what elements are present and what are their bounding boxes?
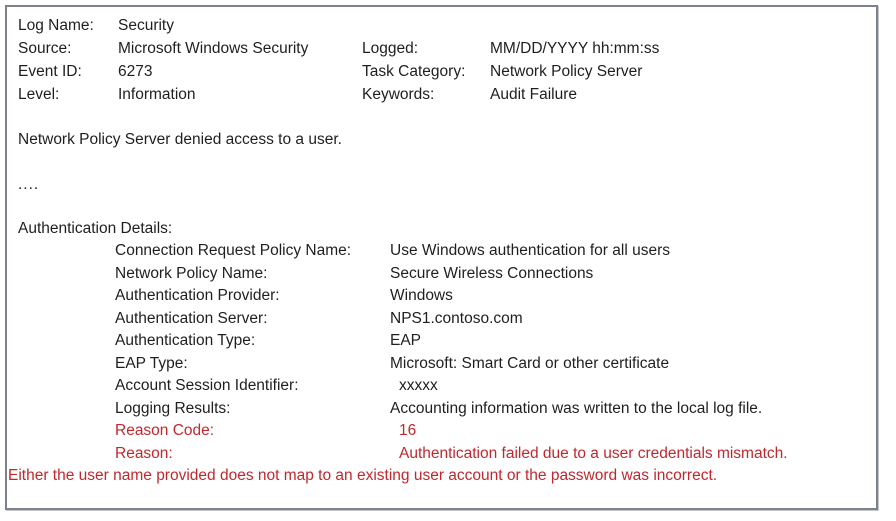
event-field-label: Logged: <box>362 40 419 57</box>
event-header-row <box>18 37 864 60</box>
event-log-panel <box>5 5 878 510</box>
auth-detail-row <box>18 443 864 466</box>
event-description: Network Policy Server denied access to a user. <box>18 131 342 148</box>
event-field-value <box>490 14 864 37</box>
auth-detail-value: Windows <box>390 287 453 304</box>
auth-detail-row <box>18 263 864 286</box>
auth-detail-label: Connection Request Policy Name: <box>115 242 352 259</box>
auth-detail-label: Authentication Provider: <box>115 287 280 304</box>
event-field-value: Information <box>118 86 196 103</box>
event-header <box>18 14 864 106</box>
auth-details-list <box>18 240 864 465</box>
event-field-value: Microsoft Windows Security <box>118 40 309 57</box>
auth-detail-row <box>18 330 864 353</box>
auth-detail-value: NPS1.contoso.com <box>390 309 523 327</box>
auth-detail-value: EAP <box>390 332 422 349</box>
event-field-value: Security <box>118 17 174 34</box>
auth-detail-value: Secure Wireless Connections <box>390 264 594 282</box>
event-field-value: Audit Failure <box>490 86 578 103</box>
event-field-label: Keywords: <box>362 86 435 103</box>
auth-detail-value: Microsoft: Smart Card or other certificate <box>390 354 670 372</box>
auth-detail-row <box>18 308 864 331</box>
auth-detail-label: EAP Type: <box>115 354 188 372</box>
event-field-label <box>362 14 490 37</box>
auth-detail-label: Reason: <box>115 444 173 462</box>
event-field-value: 6273 <box>118 63 153 80</box>
auth-detail-row <box>18 285 864 308</box>
auth-detail-label: Reason Code: <box>115 422 215 439</box>
auth-detail-label: Authentication Server: <box>115 309 268 327</box>
event-header-row <box>18 14 864 37</box>
event-field-value: MM/DD/YYYY hh:mm:ss <box>490 40 660 57</box>
event-field-label: Log Name: <box>18 17 94 34</box>
auth-detail-value: Accounting information was written to the local log file. <box>390 399 763 417</box>
auth-details-heading: Authentication Details: <box>18 220 173 237</box>
event-field-value: Network Policy Server <box>490 63 643 80</box>
auth-detail-label: Authentication Type: <box>115 332 256 349</box>
auth-detail-value: Use Windows authentication for all users <box>390 242 670 259</box>
event-field-label: Source: <box>18 40 72 57</box>
auth-detail-label: Logging Results: <box>115 399 231 417</box>
event-header-row <box>18 83 864 106</box>
error-explanation: Either the user name provided does not map to an existing user account or the password was incorrect. <box>8 467 718 484</box>
event-field-label: Level: <box>18 86 60 103</box>
event-field-label: Event ID: <box>18 63 82 80</box>
auth-detail-value: 16 <box>399 422 417 439</box>
auth-detail-row <box>18 420 864 443</box>
auth-detail-row <box>18 375 864 398</box>
auth-detail-row <box>18 398 864 421</box>
auth-detail-value: Authentication failed due to a user credentials mismatch. <box>399 444 788 462</box>
auth-detail-label: Account Session Identifier: <box>115 377 299 394</box>
ellipsis-text: .... <box>18 176 40 193</box>
auth-detail-row <box>18 240 864 263</box>
auth-detail-row <box>18 353 864 376</box>
event-header-row <box>18 60 864 83</box>
auth-detail-label: Network Policy Name: <box>115 264 268 282</box>
auth-detail-value: xxxxx <box>399 377 438 394</box>
event-field-label: Task Category: <box>362 63 466 80</box>
